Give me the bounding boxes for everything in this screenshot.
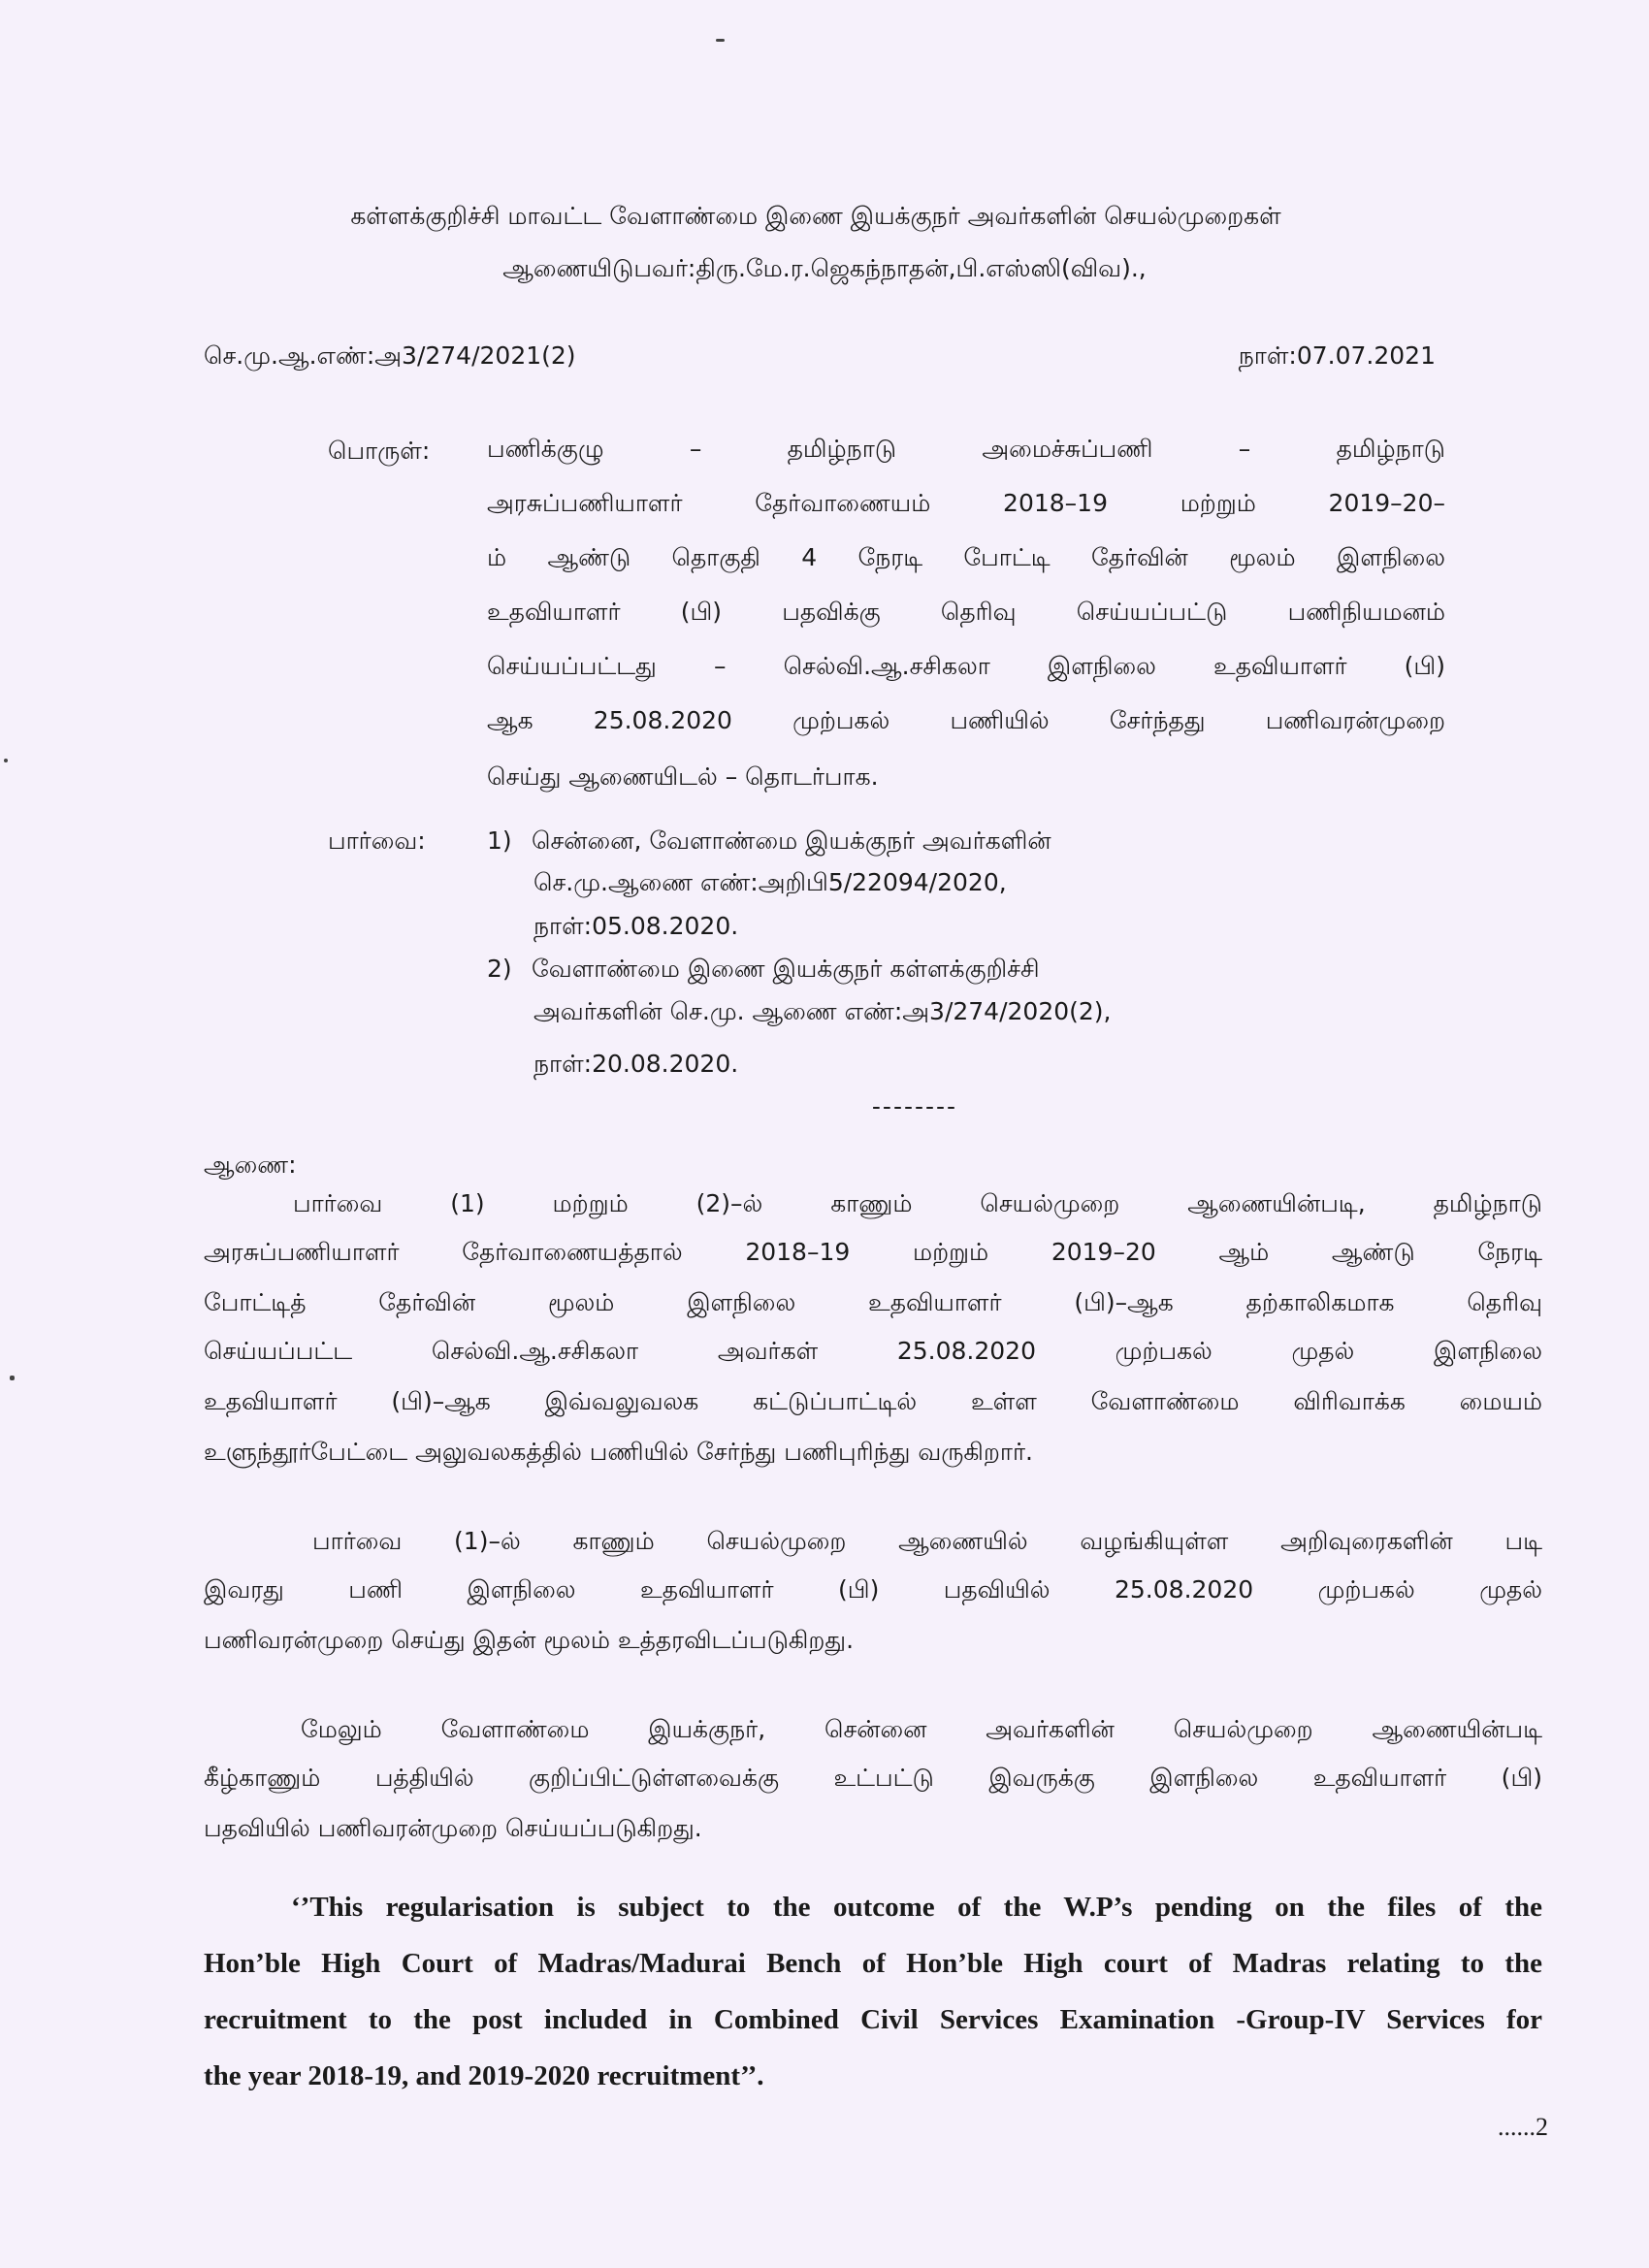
proceeding-date: நாள்:07.07.2021 xyxy=(1238,341,1436,370)
scan-mark xyxy=(4,759,8,762)
subject-line: ம் ஆண்டு தொகுதி 4 நேரடி போட்டி தேர்வின் மூலம் இளநிலை xyxy=(487,543,1445,571)
order-paragraph-2-line: பார்வை (1)–ல் காணும் செயல்முறை ஆணையில் வழங்கியுள்ள அறிவுரைகளின் படி xyxy=(312,1527,1542,1555)
proceeding-number: செ.மு.ஆ.எண்:அ3/274/2021(2) xyxy=(204,341,576,370)
order-paragraph-3-line: பதவியில் பணிவரன்முறை செய்யப்படுகிறது. xyxy=(204,1814,702,1842)
reference-line: செ.மு.ஆணை எண்:அறிபி5/22094/2020, xyxy=(534,868,1007,896)
subject-line: அரசுப்பணியாளர் தேர்வாணையம் 2018–19 மற்றும் 2019–20– xyxy=(487,489,1445,517)
reference-number: 1) xyxy=(487,826,512,855)
order-paragraph-1-line: அரசுப்பணியாளர் தேர்வாணையத்தால் 2018–19 மற்றும் 2019–20 ஆம் ஆண்டு நேரடி xyxy=(204,1238,1542,1266)
office-title: கள்ளக்குறிச்சி மாவட்ட வேளாண்மை இணை இயக்குநர் அவர்களின் செயல்முறைகள் xyxy=(350,202,1281,230)
order-paragraph-1-line: உதவியாளர் (பி)–ஆக இவ்வலுவலக கட்டுப்பாட்டில் உள்ள வேளாண்மை விரிவாக்க மையம் xyxy=(204,1387,1542,1415)
reference-number: 2) xyxy=(487,955,512,983)
page-continued-marker: ......2 xyxy=(1498,2113,1548,2141)
order-paragraph-2-line: இவரது பணி இளநிலை உதவியாளர் (பி) பதவியில் 25.08.2020 முற்பகல் முதல் xyxy=(204,1575,1542,1604)
order-label: ஆணை: xyxy=(204,1150,297,1179)
scan-mark xyxy=(10,1376,15,1380)
subject-line: செய்யப்பட்டது – செல்வி.ஆ.சசிகலா இளநிலை உதவியாளர் (பி) xyxy=(487,652,1445,680)
reference-line: சென்னை, வேளாண்மை இயக்குநர் அவர்களின் xyxy=(532,826,1051,855)
scan-mark xyxy=(716,39,725,42)
subject-label: பொருள்: xyxy=(328,437,431,465)
condition-line: the year 2018-19, and 2019-2020 recruitment’’. xyxy=(204,2060,764,2091)
condition-line: ‘’This regularisation is subject to the outcome of the W.P’s pending on the files of the xyxy=(291,1892,1542,1923)
reference-line: நாள்:20.08.2020. xyxy=(534,1050,739,1078)
order-paragraph-3-line: கீழ்காணும் பத்தியில் குறிப்பிட்டுள்ளவைக்கு உட்பட்டு இவருக்கு இளநிலை உதவியாளர் (பி) xyxy=(204,1764,1542,1792)
condition-line: Hon’ble High Court of Madras/Madurai Bench of Hon’ble High court of Madras relating to the xyxy=(204,1948,1542,1979)
order-paragraph-1-line: போட்டித் தேர்வின் மூலம் இளநிலை உதவியாளர் (பி)–ஆக தற்காலிகமாக தெரிவு xyxy=(204,1288,1542,1316)
order-paragraph-2-line: பணிவரன்முறை செய்து இதன் மூலம் உத்தரவிடப்படுகிறது. xyxy=(204,1626,855,1654)
order-paragraph-1-line: செய்யப்பட்ட செல்வி.ஆ.சசிகலா அவர்கள் 25.08.2020 முற்பகல் முதல் இளநிலை xyxy=(204,1337,1542,1365)
separator-dashes: -------- xyxy=(871,1092,958,1120)
subject-line: செய்து ஆணையிடல் – தொடர்பாக. xyxy=(487,762,879,791)
subject-line: உதவியாளர் (பி) பதவிக்கு தெரிவு செய்யப்பட்டு பணிநியமனம் xyxy=(487,598,1445,626)
reference-line: நாள்:05.08.2020. xyxy=(534,912,739,940)
reference-line: வேளாண்மை இணை இயக்குநர் கள்ளக்குறிச்சி xyxy=(532,955,1040,983)
references-label: பார்வை: xyxy=(328,826,426,855)
subject-line: ஆக 25.08.2020 முற்பகல் பணியில் சேர்ந்தது பணிவரன்முறை xyxy=(487,706,1445,734)
subject-line: பணிக்குழு – தமிழ்நாடு அமைச்சுப்பணி – தமிழ்நாடு xyxy=(487,435,1445,463)
issuer-line: ஆணையிடுபவர்:திரு.மே.ர.ஜெகந்நாதன்,பி.எஸ்ஸி(விவ)., xyxy=(502,254,1147,282)
condition-line: recruitment to the post included in Combined Civil Services Examination -Group-IV Services for xyxy=(204,2004,1542,2035)
order-paragraph-1-line: பார்வை (1) மற்றும் (2)–ல் காணும் செயல்முறை ஆணையின்படி, தமிழ்நாடு xyxy=(293,1189,1542,1217)
reference-line: அவர்களின் செ.மு. ஆணை எண்:அ3/274/2020(2), xyxy=(534,997,1112,1025)
order-paragraph-3-line: மேலும் வேளாண்மை இயக்குநர், சென்னை அவர்களின் செயல்முறை ஆணையின்படி xyxy=(301,1715,1542,1743)
order-paragraph-1-line: உளுந்தூர்பேட்டை அலுவலகத்தில் பணியில் சேர்ந்து பணிபுரிந்து வருகிறார். xyxy=(204,1438,1033,1466)
